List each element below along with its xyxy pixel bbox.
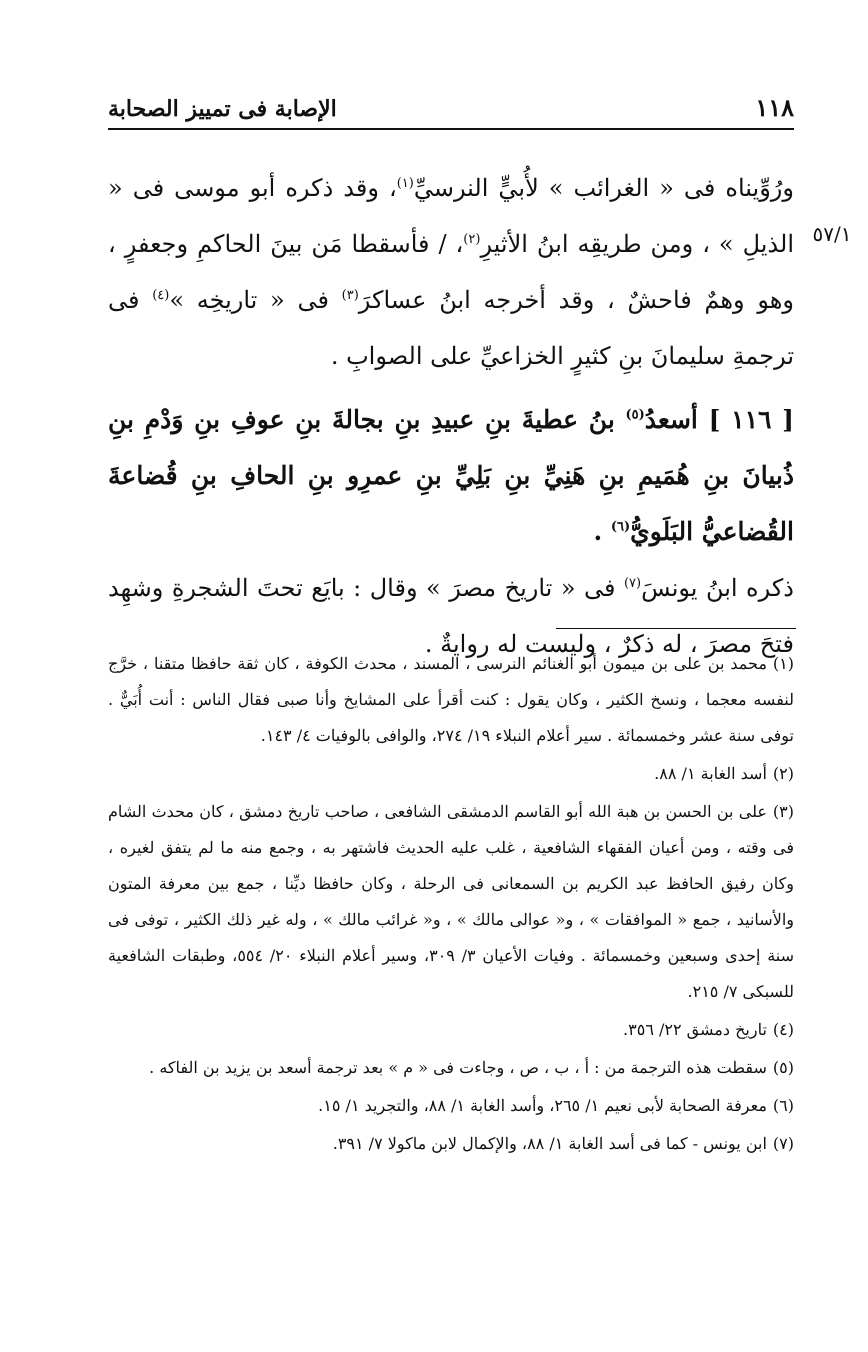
footnote-number: (٥)	[772, 1058, 794, 1077]
text-segment: فى ترجمةِ سليمانَ بنِ كثيرٍ الخزاعيِّ على الصوابِ .	[108, 286, 794, 370]
footnote-ref: (٤)	[152, 288, 170, 303]
footnote-3	[108, 794, 794, 1010]
footnote-2	[108, 756, 794, 792]
footnote-5	[108, 1050, 794, 1086]
footnote-ref: (٦)	[610, 519, 631, 535]
entry-heading	[108, 392, 794, 560]
footnote-number: (٦)	[772, 1096, 794, 1115]
footnote-ref: (٢)	[463, 232, 481, 247]
entry-name: [ ١١٦ ] أسعدُ	[644, 405, 794, 434]
footnote-number: (٢)	[772, 764, 794, 783]
text-segment: ورُوِّيناه فى « الغرائب » لأُبيٍّ النرسيِّ	[413, 174, 794, 202]
text-segment: ، وقد ذكره أبو موسى فى « الذيلِ » ، ومن طريقِه ابنُ الأثيرِ	[108, 174, 794, 258]
footnote-1	[108, 646, 794, 754]
footnote-text: ابن يونس - كما فى أسد الغابة ١/ ٨٨، والإكمال لابن ماكولا ٧/ ٣٩١.	[332, 1134, 767, 1153]
footnote-6	[108, 1088, 794, 1124]
entry-lineage: بنُ عطيةَ بنِ عبيدِ بنِ بجالةَ بنِ عوفِ بنِ وَدْمِ بنِ ذُبيانَ بنِ هُمَيمِ بنِ هَنِيِّ بنِ بَلِيِّ بنِ عمرِو بنِ الحافِ بنِ قُضاعةَ القُضاعيُّ البَلَويُّ	[108, 405, 794, 546]
footnote-ref: (١)	[396, 176, 414, 191]
text-segment: فى « تاريخ مصرَ » وقال : بايَع تحتَ الشجرةِ وشهِد فتحَ مصرَ ، له ذكرٌ ، وليست له روايةٌ .	[108, 574, 794, 658]
margin-reference: ٥٧/١	[812, 222, 852, 246]
text-segment: فى « تاريخِه »	[169, 286, 342, 314]
footnote-text: تاريخ دمشق ٢٢/ ٣٥٦.	[623, 1020, 767, 1039]
paragraph-1	[108, 160, 794, 384]
header-divider	[108, 128, 794, 130]
running-title: الإصابة فى تمييز الصحابة	[108, 96, 337, 122]
text-segment: ذكره ابنُ يونسَ	[641, 574, 794, 602]
footnote-divider	[556, 628, 796, 629]
main-text	[108, 160, 794, 672]
footnote-7	[108, 1126, 794, 1162]
footnotes	[108, 646, 794, 1164]
footnote-4	[108, 1012, 794, 1048]
footnote-text: سقطت هذه الترجمة من : أ ، ب ، ص ، وجاءت فى « م » بعد ترجمة أسعد بن يزيد بن الفاكه .	[149, 1058, 767, 1077]
page-number: ١١٨	[755, 93, 794, 122]
footnote-number: (٤)	[772, 1020, 794, 1039]
footnote-number: (٣)	[772, 802, 794, 821]
footnote-text: معرفة الصحابة لأبى نعيم ١/ ٢٦٥، وأسد الغابة ١/ ٨٨، والتجريد ١/ ١٥.	[318, 1096, 767, 1115]
footnote-text: محمد بن على بن ميمون أبو الغنائم النرسى ، المسند ، محدث الكوفة ، كان ثقة حافظا متقنا ، خرَّج لنفسه معجما ، ونسخ الكثير ، وكان يقول : كنت أقرأ على المشايخ وأنا صبى فقال الناس : أنت أُبَيٌّ . توفى سنة عشر وخمسمائة . سير أعلام النبلاء ١٩/ ٢٧٤، والوافى بالوفيات ٤/ ١٤٣.	[108, 654, 794, 745]
footnote-text: أسد الغابة ١/ ٨٨.	[654, 764, 767, 783]
footnote-ref: (٧)	[623, 576, 642, 591]
footnote-ref: (٥)	[625, 407, 645, 423]
footnote-text: على بن الحسن بن هبة الله أبو القاسم الدمشقى الشافعى ، صاحب تاريخ دمشق ، كان محدث الشام فى وقته ، ومن أعيان الفقهاء الشافعية ، غلب عليه الحديث فاشتهر به ، وجمع منه ما لم يتفق لغيره ، وكان رفيق الحافظ عبد الكريم بن السمعانى فى الرحلة ، وكان حافظا ديِّنا ، جمع بين معرفة المتون والأسانيد ، جمع « الموافقات » ، و« عوالى مالك » ، و« غرائب مالك » ، وله غير ذلك الكثير ، توفى فى سنة إحدى وسبعين وخمسمائة . وفيات الأعيان ٣/ ٣٠٩، وسير أعلام النبلاء ٢٠/ ٥٥٤، وطبقات الشافعية للسبكى ٧/ ٢١٥.	[108, 802, 795, 1001]
text-segment: ، / فأسقطا مَن بينَ الحاكمِ وجعفرٍ ، وهو وهمٌ فاحشٌ ، وقد أخرجه ابنُ عساكرَ	[108, 230, 795, 314]
footnote-ref: (٣)	[341, 288, 359, 303]
footnote-number: (١)	[772, 654, 794, 673]
text-segment: .	[593, 517, 611, 546]
page-header	[108, 82, 794, 122]
footnote-number: (٧)	[772, 1134, 794, 1153]
